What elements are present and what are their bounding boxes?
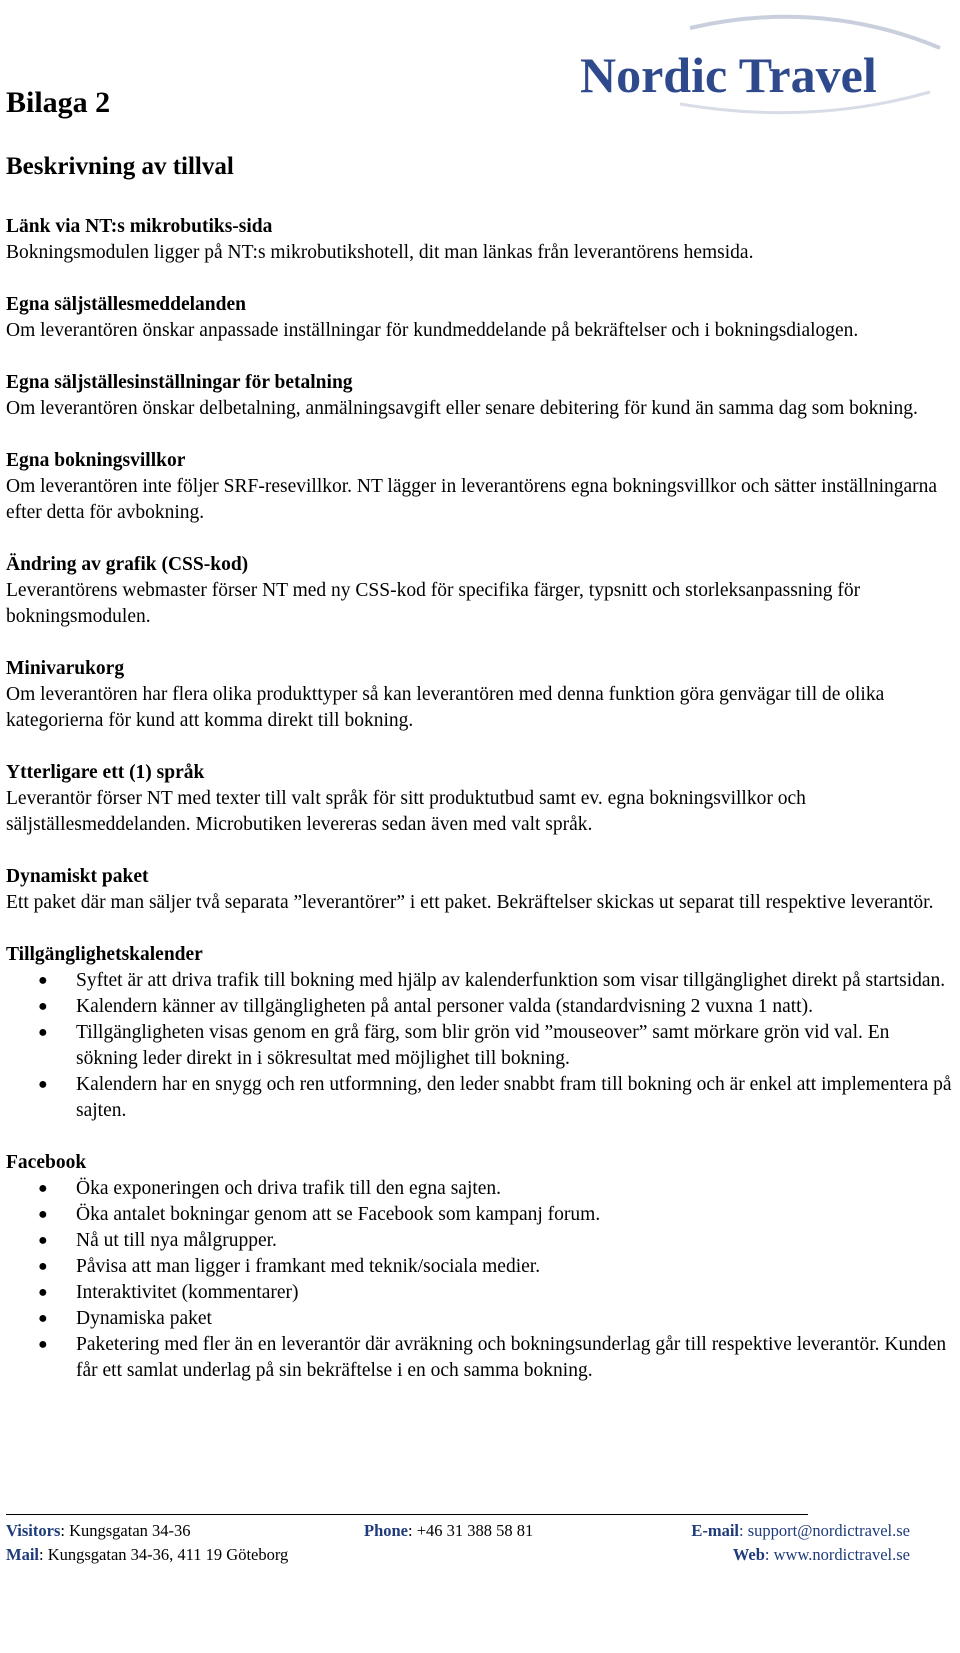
bullet-icon: ● [38, 1024, 48, 1041]
footer-label: E-mail [691, 1521, 739, 1540]
document-body [6, 214, 954, 1410]
section-body: Om leverantören inte följer SRF-resevillkor. NT lägger in leverantörens egna bokningsvillkor och sätter inställningarna efter detta för avbokning. [6, 476, 938, 523]
footer-value: : Kungsgatan 34-36 [60, 1521, 191, 1540]
list-item-text: Kalendern har en snygg och ren utformning, den leder snabbt fram till bokning och är enkel att implementera på sajten. [76, 1074, 952, 1121]
section-body: Ett paket där man säljer två separata ”leverantörer” i ett paket. Bekräftelser skickas ut separat till respektive leverantör. [6, 892, 934, 913]
section-title: Länk via NT:s mikrobutiks-sida [6, 216, 273, 237]
footer-email[interactable] [691, 1519, 910, 1543]
section-title: Egna säljställesinställningar för betalning [6, 372, 353, 393]
bullet-icon: ● [38, 998, 48, 1015]
bullet-icon: ● [38, 1076, 48, 1093]
list-item-text: Öka exponeringen och driva trafik till den egna sajten. [76, 1178, 502, 1199]
footer-value: : +46 31 388 58 81 [408, 1521, 534, 1540]
section-grafik-css [6, 552, 954, 630]
section-bokningsvillkor [6, 448, 954, 526]
list-item [6, 1332, 954, 1384]
section-facebook [6, 1150, 954, 1384]
list-item-text: Interaktivitet (kommentarer) [76, 1282, 299, 1303]
section-body: Leverantör förser NT med texter till valt språk för sitt produktutbud samt ev. egna bokningsvillkor och säljställesmeddelanden. Microbutiken levereras sedan även med valt språk. [6, 788, 806, 835]
list-item-text: Nå ut till nya målgrupper. [76, 1230, 277, 1251]
section-sprak [6, 760, 954, 838]
footer-row-1 [6, 1519, 910, 1543]
bullet-icon: ● [38, 1284, 48, 1301]
email-link[interactable]: : support@nordictravel.se [739, 1521, 910, 1540]
list-item [6, 1176, 954, 1202]
logo-text: Nordic Travel [580, 47, 877, 103]
section-dynamiskt-paket [6, 864, 954, 916]
list-item-text: Kalendern känner av tillgängligheten på antal personer valda (standardvisning 2 vuxna 1 natt). [76, 996, 813, 1017]
bullet-icon: ● [38, 1206, 48, 1223]
section-title: Facebook [6, 1152, 87, 1173]
footer-divider [6, 1514, 808, 1515]
footer-label: Web [732, 1545, 765, 1564]
section-saljstallesmeddelanden [6, 292, 954, 344]
web-link[interactable]: : www.nordictravel.se [764, 1545, 910, 1564]
bullet-icon: ● [38, 1232, 48, 1249]
footer-phone [364, 1519, 533, 1543]
list-item-text: Öka antalet bokningar genom att se Facebook som kampanj forum. [76, 1204, 601, 1225]
section-body: Bokningsmodulen ligger på NT:s mikrobutikshotell, dit man länkas från leverantörens hemsida. [6, 242, 754, 263]
section-minivarukorg [6, 656, 954, 734]
list-item [6, 1020, 954, 1072]
section-title: Ändring av grafik (CSS-kod) [6, 554, 249, 575]
list-item-text: Påvisa att man ligger i framkant med teknik/sociala medier. [76, 1256, 541, 1277]
bullet-icon: ● [38, 1258, 48, 1275]
list-item [6, 1306, 954, 1332]
section-title: Ytterligare ett (1) språk [6, 762, 205, 783]
footer-value: : Kungsgatan 34-36, 411 19 Göteborg [39, 1545, 289, 1564]
list-item [6, 994, 954, 1020]
nordic-travel-logo [570, 8, 950, 118]
list-item-text: Tillgängligheten visas genom en grå färg, som blir grön vid ”mouseover” samt mörkare grön vid val. En sökning leder direkt in i sökresultat med möjlighet till bokning. [76, 1022, 890, 1069]
section-body: Om leverantören har flera olika produkttyper så kan leverantören med denna funktion göra genvägar till de olika kategorierna för kund att komma direkt till bokning. [6, 684, 885, 731]
list-item [6, 1228, 954, 1254]
list-item-text: Dynamiska paket [76, 1308, 212, 1329]
footer-mail [6, 1543, 288, 1567]
list-item [6, 1072, 954, 1124]
footer-label: Phone [364, 1521, 409, 1540]
list-item-text: Syftet är att driva trafik till bokning med hjälp av kalenderfunktion som visar tillgänglighet direkt på startsidan. [76, 970, 946, 991]
section-body: Leverantörens webmaster förser NT med ny CSS-kod för specifika färger, typsnitt och storleksanpassning för bokningsmodulen. [6, 580, 861, 627]
list-item-text: Paketering med fler än en leverantör där avräkning och bokningsunderlag går till respektive leverantör. Kunden får ett samlat underlag på sin bekräftelse i en och samma bokning. [76, 1334, 947, 1381]
footer-web[interactable] [733, 1543, 910, 1567]
list-item [6, 1202, 954, 1228]
section-lank-mikrobutik [6, 214, 954, 266]
section-title: Minivarukorg [6, 658, 125, 679]
page-title: Bilaga 2 [6, 86, 111, 119]
footer-visitors [6, 1519, 191, 1543]
list-item [6, 1280, 954, 1306]
section-title: Egna säljställesmeddelanden [6, 294, 246, 315]
section-title: Dynamiskt paket [6, 866, 149, 887]
section-betalning [6, 370, 954, 422]
section-title: Tillgänglighetskalender [6, 944, 203, 965]
section-body: Om leverantören önskar anpassade inställningar för kundmeddelande på bekräftelser och i bokningsdialogen. [6, 320, 859, 341]
footer-label: Visitors [6, 1521, 61, 1540]
section-title: Egna bokningsvillkor [6, 450, 186, 471]
list-item [6, 968, 954, 994]
footer-label: Mail [6, 1545, 39, 1564]
bullet-icon: ● [38, 972, 48, 989]
footer-row-2 [6, 1543, 910, 1567]
section-body: Om leverantören önskar delbetalning, anmälningsavgift eller senare debitering för kund än samma dag som bokning. [6, 398, 918, 419]
bullet-icon: ● [38, 1180, 48, 1197]
footer [6, 1519, 910, 1567]
section-tillganglighetskalender [6, 942, 954, 1124]
bullet-icon: ● [38, 1310, 48, 1327]
bullet-icon: ● [38, 1336, 48, 1353]
facebook-list [6, 1176, 954, 1384]
list-item [6, 1254, 954, 1280]
calendar-list [6, 968, 954, 1124]
page-subtitle: Beskrivning av tillval [6, 153, 234, 180]
